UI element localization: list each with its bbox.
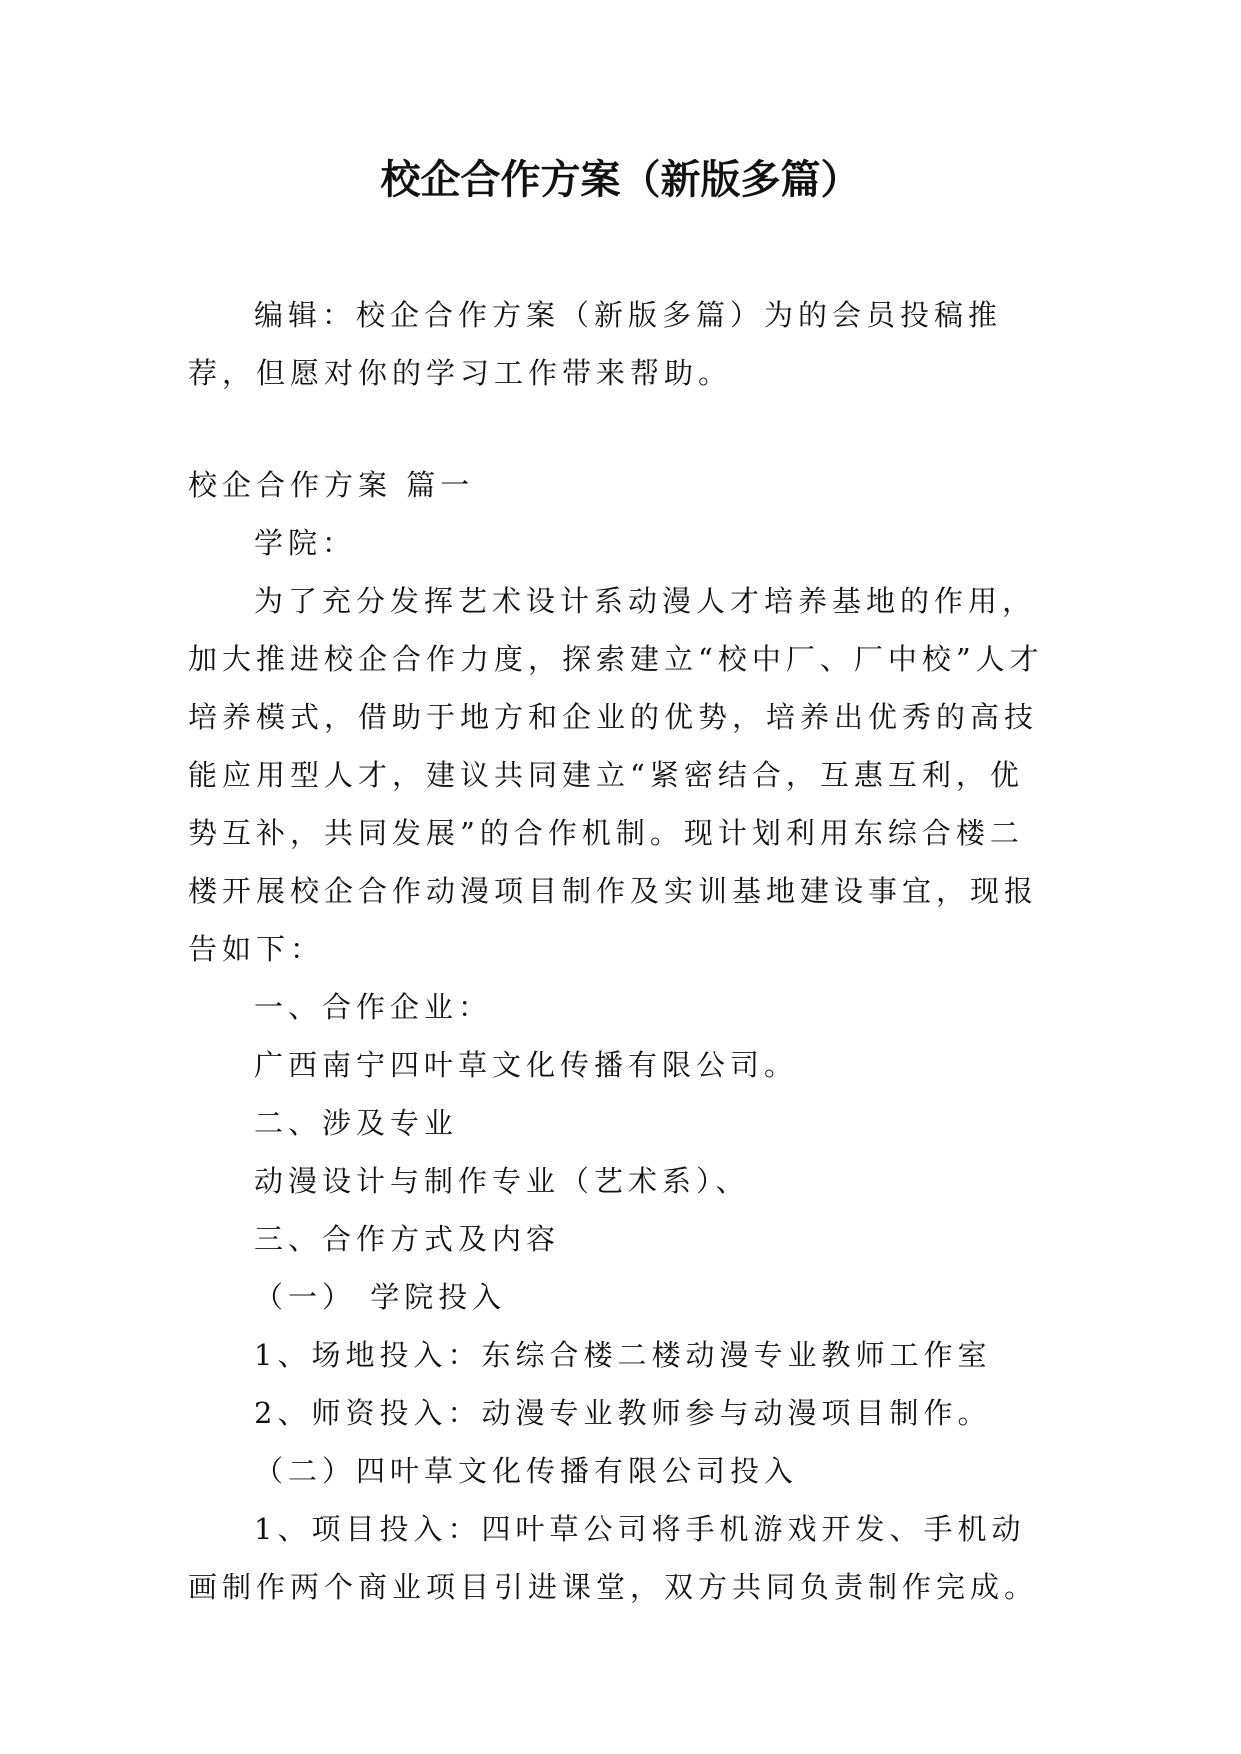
list-item: 1、场地投入：东综合楼二楼动漫专业教师工作室 [254, 1338, 992, 1372]
list-item: 2、师资投入：动漫专业教师参与动漫项目制作。 [254, 1396, 992, 1430]
document-title: 校企合作方案（新版多篇） [380, 157, 861, 203]
subheading-college-input: （一） 学院投入 [254, 1280, 507, 1314]
partner-name: 广西南宁四叶草文化传播有限公司。 [254, 1048, 799, 1082]
subheading-company-input: （二）四叶草文化传播有限公司投入 [254, 1454, 799, 1488]
salutation: 学院： [254, 526, 357, 560]
heading-partner: 一、合作企业： [254, 990, 493, 1024]
list-item: 1、项目投入：四叶草公司将手机游戏开发、手机动画制作两个商业项目引进课堂，双方共同负责制作完成。 [188, 1512, 1039, 1604]
intro-paragraph: 编辑：校企合作方案（新版多篇）为的会员投稿推荐，但愿对你的学习工作带来帮助。 [188, 298, 1003, 390]
heading-major: 二、涉及专业 [254, 1106, 459, 1140]
section-heading: 校企合作方案 篇一 [188, 468, 475, 502]
heading-cooperation: 三、合作方式及内容 [254, 1222, 561, 1256]
body-paragraph: 为了充分发挥艺术设计系动漫人才培养基地的作用，加大推进校企合作力度，探索建立“校中厂、厂中校”人才培养模式，借助于地方和企业的优势，培养出优秀的高技能应用型人才，建议共同建立“紧密结合，互惠互利，优势互补，共同发展”的合作机制。现计划利用东综合楼二楼开展校企合作动漫项目制作及实训基地建设事宜，现报告如下： [188, 584, 1044, 966]
intro-block [188, 286, 1056, 402]
document-body [188, 456, 1056, 1616]
major-name: 动漫设计与制作专业（艺术系）、 [254, 1164, 750, 1198]
